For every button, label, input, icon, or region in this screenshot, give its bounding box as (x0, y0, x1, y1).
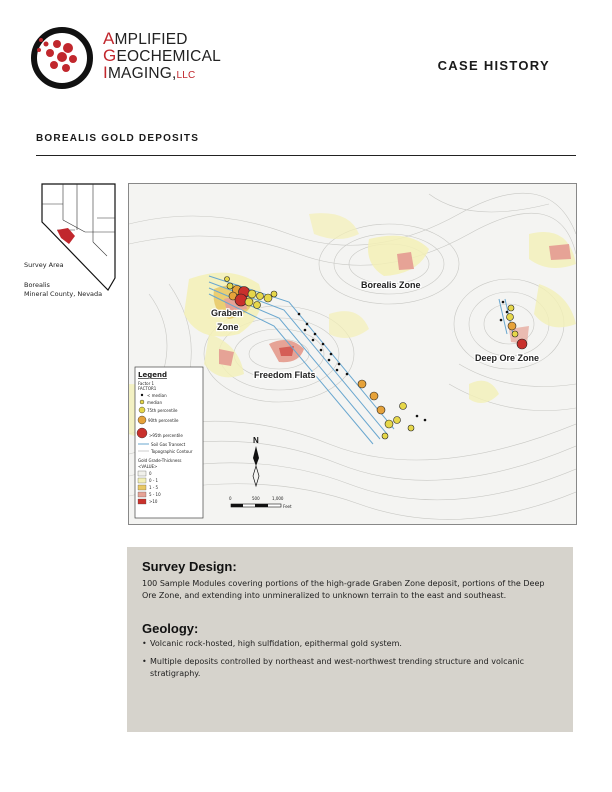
legend-grade-class-0: 0 (149, 471, 152, 476)
section-title: BOREALIS GOLD DEPOSITS (36, 133, 200, 144)
label-graben-zone: Zone (217, 322, 239, 332)
legend-factor: Factor 1 (138, 381, 155, 386)
logo-word-geochemical: EOCHEMICAL (116, 48, 221, 65)
geology-bullet-1: • Volcanic rock-hosted, high sulfidation, epithermal gold system. (142, 638, 550, 650)
legend-grade-class-3: 5 - 10 (149, 492, 161, 497)
geology-bullet-2: • Multiple deposits controlled by northeast and west-northwest trending structure and volcanic stratigraphy. (142, 656, 550, 680)
label-borealis-zone: Borealis Zone (361, 280, 421, 290)
legend-grade-field: <VALUE> (138, 464, 158, 469)
company-logo (30, 26, 240, 88)
survey-design-text: 100 Sample Modules covering portions of the high-grade Graben Zone deposit, portions of the Deep Ore Zone, and extending into unmineralized to unknown terrain to the east and southeast. (142, 579, 545, 600)
scale-label-1000: 1,000 (272, 496, 284, 501)
legend-item-below-median: < median (147, 393, 167, 398)
company-name (103, 31, 221, 84)
scale-label-500: 500 (252, 496, 260, 501)
location-name: Borealis (24, 281, 50, 289)
scale-bar (229, 496, 292, 509)
legend-item-90th: 90th percentile (148, 418, 179, 423)
title-divider (36, 155, 576, 156)
legend-topo: Topographic Contour (151, 449, 193, 454)
label-graben: Graben (211, 308, 243, 318)
legend-grade-class-4: >10 (149, 499, 158, 504)
legend-grade-class-2: 1 - 5 (149, 485, 159, 490)
survey-map (128, 183, 577, 525)
label-freedom-flats: Freedom Flats (254, 370, 316, 380)
survey-design-heading: Survey Design: (142, 559, 237, 574)
legend-item-75th: 75th percentile (147, 408, 178, 413)
survey-info-panel (127, 547, 573, 732)
map-legend (135, 367, 203, 518)
logo-initial-g: G (103, 46, 117, 65)
logo-initial-a: A (103, 29, 115, 48)
legend-grade-title: Gold Grade-Thickness (138, 458, 182, 463)
location-county: Mineral County, Nevada (24, 290, 103, 298)
geology-heading: Geology: (142, 621, 199, 636)
survey-area-label: Survey Area (24, 261, 64, 269)
agi-logo-icon (30, 26, 94, 90)
north-arrow-icon (253, 436, 259, 486)
logo-initial-i: I (103, 63, 108, 82)
north-label: N (253, 436, 259, 445)
legend-title: Legend (138, 371, 167, 379)
legend-item-95th: >95th percentile (149, 433, 183, 438)
survey-map-canvas (129, 184, 576, 524)
scale-unit: Feet (283, 504, 292, 509)
logo-llc: LLC (176, 70, 196, 81)
legend-grade-class-1: 0 - 1 (149, 478, 159, 483)
logo-word-imaging: MAGING, (107, 65, 177, 82)
legend-item-median: median (147, 400, 162, 405)
legend-factor-field: FACTOR1 (138, 386, 157, 391)
logo-word-amplified: MPLIFIED (114, 31, 188, 48)
document-type: CASE HISTORY (437, 58, 550, 73)
legend-soil-gas: Soil Gas Transect (151, 442, 186, 447)
label-deep-ore-zone: Deep Ore Zone (475, 353, 540, 363)
scale-label-0: 0 (229, 496, 232, 501)
